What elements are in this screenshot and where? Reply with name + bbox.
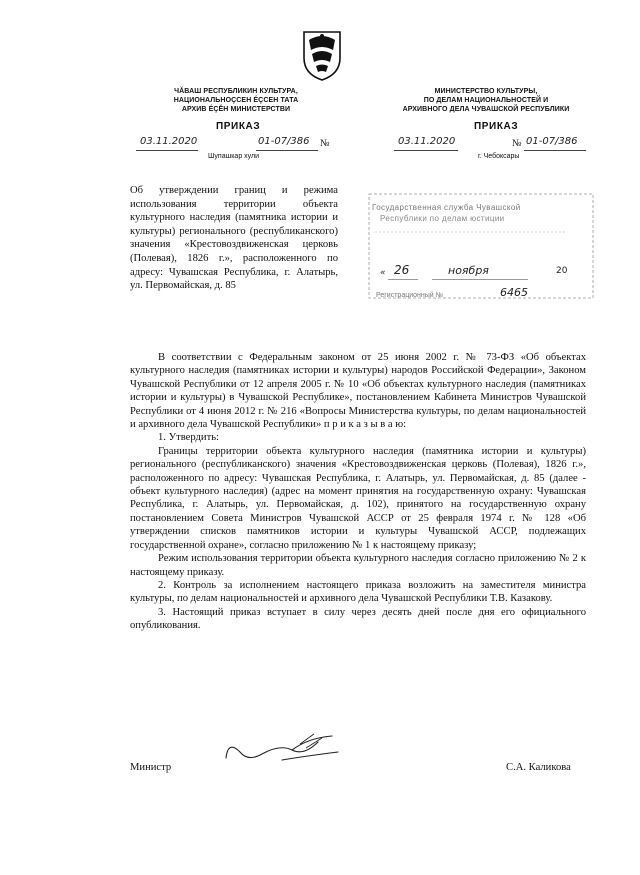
stamp-reg-label: Регистрационный №: [376, 292, 444, 299]
right-date: 03.11.2020: [398, 136, 456, 147]
stamp-line-1: Государственная служба Чувашской: [372, 203, 521, 212]
signatory-position: Министр: [130, 762, 172, 773]
stamp-line-2: Республики по делам юстиции: [380, 214, 505, 223]
left-date: 03.11.2020: [140, 136, 198, 147]
stamp-month: ноября: [448, 264, 489, 277]
left-city: Шупашкар хули: [208, 153, 260, 160]
right-date-line: [394, 150, 458, 151]
stamp-day-prefix: «: [380, 268, 386, 278]
body-paragraph: Границы территории объекта культурного наследия (памятника истории и культуры) регионального (республиканского) значения «Крестовоздвиженская церковь (Полевая), 1826 г.», расположенного по адресу: Чувашская Республика, г. Алатырь, ул. Первомайская, д. 85 (далее - объект культурного наследия) (адрес на момент принятия на государственную охрану: Чувашская Республика, г. Алатырь, ул. Первомайская, д. 102), принятого на государственную охрану постановлением Совета Министров Чувашской АССР от 25 февраля 1974 г. № 128 «Об утверждении списков памятников истории и культуры Чувашской АССР, подлежащих государственной охране», согласно приложению № 1 к настоящему приказу;: [130, 445, 586, 551]
handwritten-signature: [222, 730, 342, 772]
body-paragraph: В соответствии с Федеральным законом от 25 июня 2002 г. № 73-ФЗ «Об объектах культурного наследия (памятниках истории и культуры) народов Российской Федерации», Законом Чувашской Республики от 12 апреля 2005 г. № 10 «Об объектах культурного наследия (памятниках истории и культуры) в Чувашской Республике», постановлением Кабинета Министров Чувашской Республики от 4 июня 2012 г. № 216 «Вопросы Министерства культуры, по делам национальностей и архивного дела Чувашской Республики» п р и к а з ы в а ю:: [130, 352, 586, 431]
body-paragraph: 2. Контроль за исполнением настоящего приказа возложить на заместителя министра культуры, по делам национальностей и архивного дела Чувашской Республики Т.В. Казакову.: [130, 579, 586, 605]
signatory-name: С.А. Каликова: [506, 762, 571, 773]
stamp-day: 26: [394, 263, 410, 277]
left-number-line: [256, 150, 318, 151]
left-number-sign: №: [320, 138, 330, 149]
right-city: г. Чебоксары: [478, 153, 520, 160]
header-right-org: МИНИСТЕРСТВО КУЛЬТУРЫ, ПО ДЕЛАМ НАЦИОНАЛЬНОСТЕЙ И АРХИВНОГО ДЕЛА ЧУВАШСКОЙ РЕСПУБЛИКИ: [402, 88, 570, 113]
body-paragraph: 1. Утвердить:: [158, 432, 219, 444]
stamp-day-line: [388, 279, 418, 280]
right-number-sign: №: [512, 138, 522, 149]
document-title: Об утверждении границ и режима использования территории объекта культурного наследия (памятника истории и культуры) регионального (республиканского) значения «Крестовоздвиженская церковь (Полевая), 1826 г.», расположенного по адресу: Чувашская Республика, г. Алатырь, ул. Первомайская, д. 85: [130, 185, 338, 292]
doc-type-left: ПРИКАЗ: [216, 121, 261, 132]
body-paragraph: 3. Настоящий приказ вступает в силу через десять дней после дня его официального опубликования.: [130, 606, 586, 632]
doc-type-right: ПРИКАЗ: [474, 121, 519, 132]
left-date-line: [136, 150, 198, 151]
stamp-reg-number: 6465: [500, 286, 528, 299]
emblem-icon: [300, 28, 344, 82]
header-left-org: ЧĂВАШ РЕСПУБЛИКИН КУЛЬТУРА, НАЦИОНАЛЬНОÇСЕН ÉÇСЕН ТАТА АРХИВ ÉÇĔН МИНИСТЕРСТВИ: [173, 88, 299, 113]
right-number: 01-07/386: [526, 136, 578, 147]
body-paragraph: Режим использования территории объекта культурного наследия согласно приложению № 2 к настоящему приказу.: [130, 553, 586, 578]
left-number: 01-07/386: [258, 136, 310, 147]
stamp-month-line: [432, 279, 528, 280]
document-body: [130, 351, 586, 633]
right-number-line: [524, 150, 586, 151]
stamp-year: 20: [556, 266, 568, 276]
